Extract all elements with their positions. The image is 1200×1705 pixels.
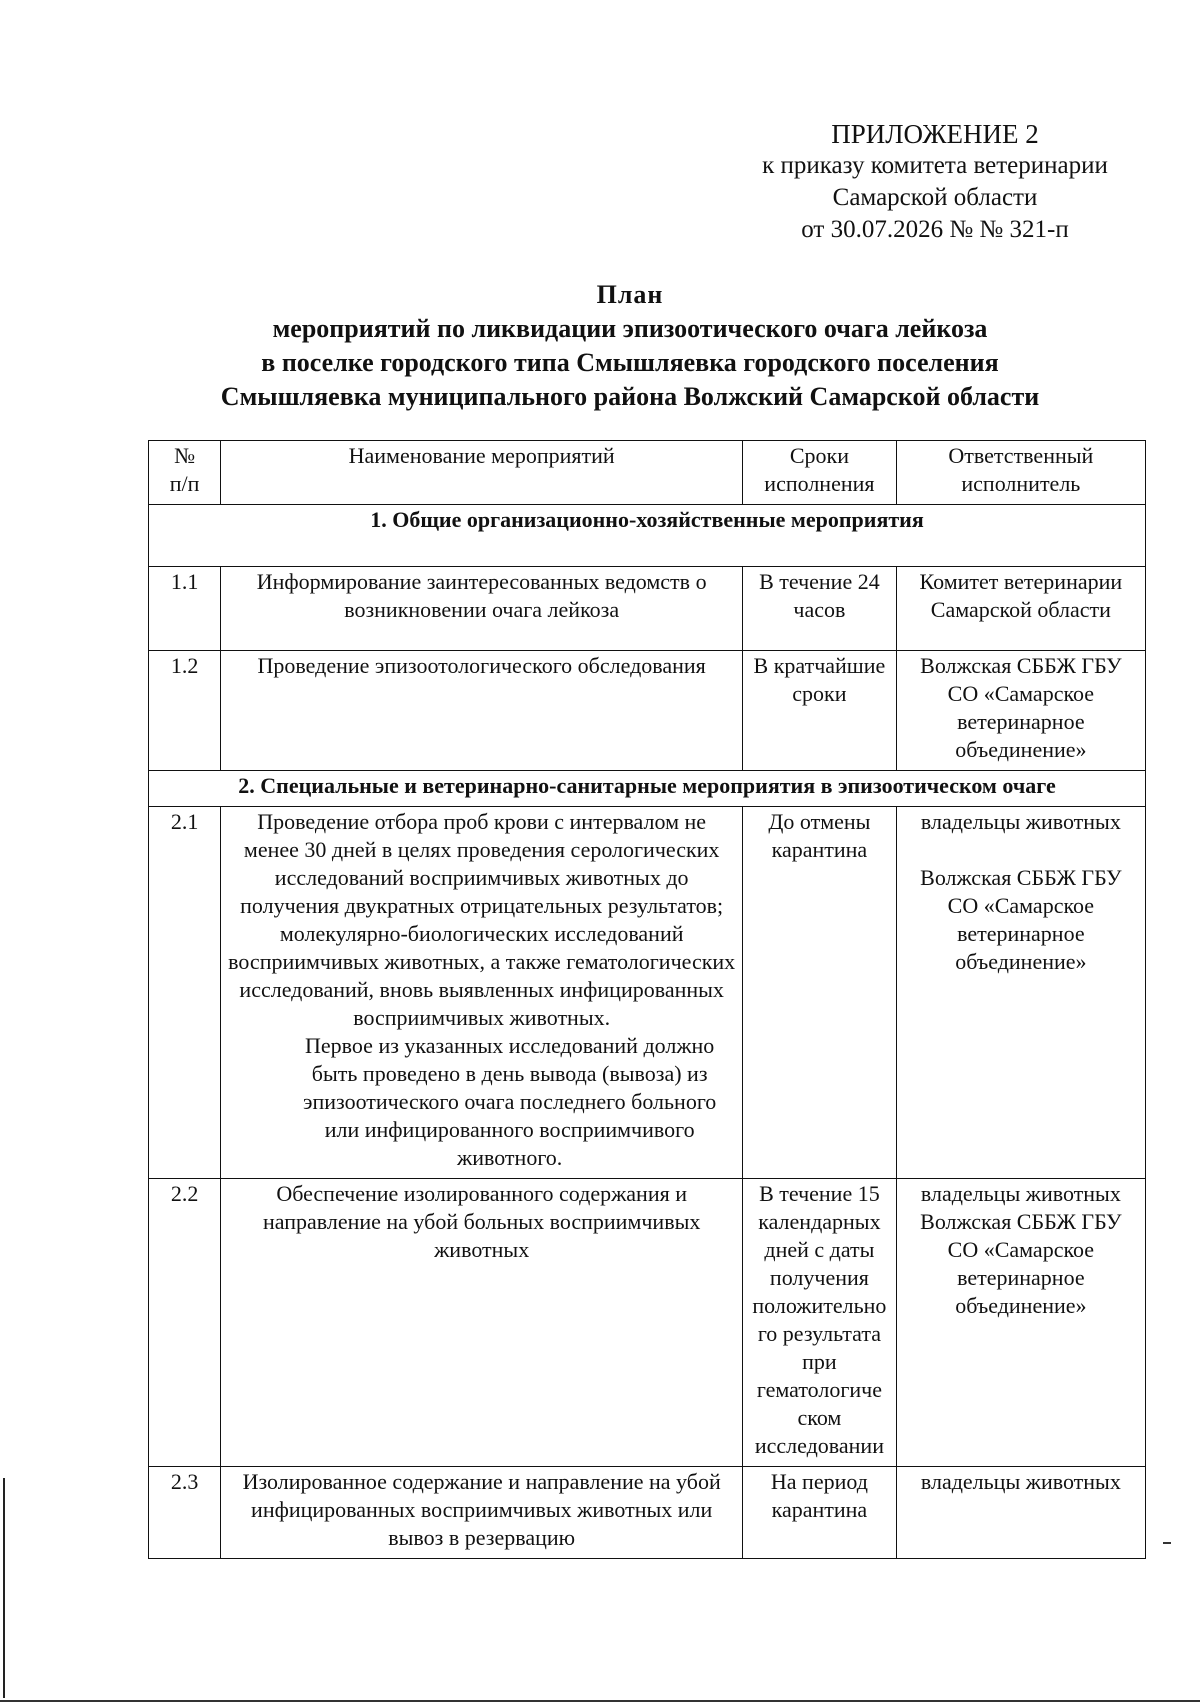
row-responsible-owners: владельцы животных xyxy=(920,1181,1121,1206)
header-number-line-1: № xyxy=(174,443,196,468)
appendix-date-number: от 30.07.2026 № № 321-п xyxy=(801,216,1069,243)
header-responsible xyxy=(896,441,1145,505)
scan-artifact-bottom-line xyxy=(0,1700,1200,1702)
row-responsible xyxy=(896,807,1145,1179)
appendix-order-ref: к приказу комитета ветеринарии xyxy=(762,152,1108,179)
plan-heading xyxy=(120,278,1140,414)
row-number: 2.1 xyxy=(149,807,221,1179)
scan-artifact-mark xyxy=(1163,1542,1171,1544)
section-row-1 xyxy=(149,505,1146,567)
row-deadline: До отмены карантина xyxy=(743,807,897,1179)
row-name xyxy=(221,807,743,1179)
plan-subtitle-line-2: в поселке городского типа Смышляевка городского поселения xyxy=(261,348,999,377)
header-name: Наименование мероприятий xyxy=(221,441,743,505)
row-name: Обеспечение изолированного содержания и направление на убой больных восприимчивых животных xyxy=(221,1179,743,1467)
header-deadline-line-1: Сроки xyxy=(789,443,849,468)
row-deadline: В кратчайшие сроки xyxy=(743,651,897,771)
row-number: 1.1 xyxy=(149,567,221,651)
row-responsible xyxy=(896,1179,1145,1467)
row-number: 1.2 xyxy=(149,651,221,771)
appendix-region: Самарской области xyxy=(832,184,1038,211)
measures-table xyxy=(148,440,1146,1559)
row-responsible-owners: владельцы животных xyxy=(920,809,1121,834)
table-row xyxy=(149,1179,1146,1467)
row-responsible: Волжская СББЖ ГБУ СО «Самарское ветеринарное объединение» xyxy=(896,651,1145,771)
row-name: Информирование заинтересованных ведомств о возникновении очага лейкоза xyxy=(221,567,743,651)
row-name: Изолированное содержание и направление на убой инфицированных восприимчивых животных или вывоз в резервацию xyxy=(221,1467,743,1559)
header-deadline-line-2: исполнения xyxy=(764,471,875,496)
plan-title: План xyxy=(596,280,664,309)
row-deadline: В течение 24 часов xyxy=(743,567,897,651)
scan-artifact-left-line xyxy=(3,1478,5,1698)
row-name: Проведение эпизоотологического обследования xyxy=(221,651,743,771)
row-responsible-agency: Волжская СББЖ ГБУ СО «Самарское ветеринарное объединение» xyxy=(920,1209,1122,1318)
row-deadline: На период карантина xyxy=(743,1467,897,1559)
table-row xyxy=(149,567,1146,651)
row-name-paragraph-1: Проведение отбора проб крови с интервалом не менее 30 дней в целях проведения серологических исследований восприимчивых животных до получения двукратных отрицательных результатов; молекулярно-биологических исследований восприимчивых животных, а также гематологических исследований, вновь выявленных инфицированных восприимчивых животных. xyxy=(228,809,736,1030)
row-responsible: Комитет ветеринарии Самарской области xyxy=(896,567,1145,651)
row-number: 2.3 xyxy=(149,1467,221,1559)
row-responsible: владельцы животных xyxy=(896,1467,1145,1559)
header-responsible-line-1: Ответственный xyxy=(948,443,1094,468)
header-deadline xyxy=(743,441,897,505)
table-row xyxy=(149,807,1146,1179)
row-deadline: В течение 15 календарных дней с даты получения положительно го результата при гематологиче ском исследовании xyxy=(743,1179,897,1467)
section-2-title: 2. Специальные и ветеринарно-санитарные мероприятия в эпизоотическом очаге xyxy=(149,771,1146,807)
table-row xyxy=(149,1467,1146,1559)
header-responsible-line-2: исполнитель xyxy=(961,471,1081,496)
section-1-title: 1. Общие организационно-хозяйственные мероприятия xyxy=(149,505,1146,567)
row-number: 2.2 xyxy=(149,1179,221,1467)
table-row xyxy=(149,651,1146,771)
row-name-paragraph-2: Первое из указанных исследований должно быть проведено в день вывода (вывоза) из эпизоотического очага последнего больного или инфицированного восприимчивого животного. xyxy=(303,1033,717,1170)
table-header-row xyxy=(149,441,1146,505)
header-number-line-2: п/п xyxy=(169,471,200,496)
header-number xyxy=(149,441,221,505)
appendix-number: ПРИЛОЖЕНИЕ 2 xyxy=(831,119,1039,149)
plan-subtitle-line-3: Смышляевка муниципального района Волжский Самарской области xyxy=(220,382,1040,411)
plan-subtitle-line-1: мероприятий по ликвидации эпизоотического очага лейкоза xyxy=(272,314,988,343)
row-responsible-agency: Волжская СББЖ ГБУ СО «Самарское ветеринарное объединение» xyxy=(920,865,1122,974)
appendix-header xyxy=(700,118,1170,246)
section-row-2 xyxy=(149,771,1146,807)
